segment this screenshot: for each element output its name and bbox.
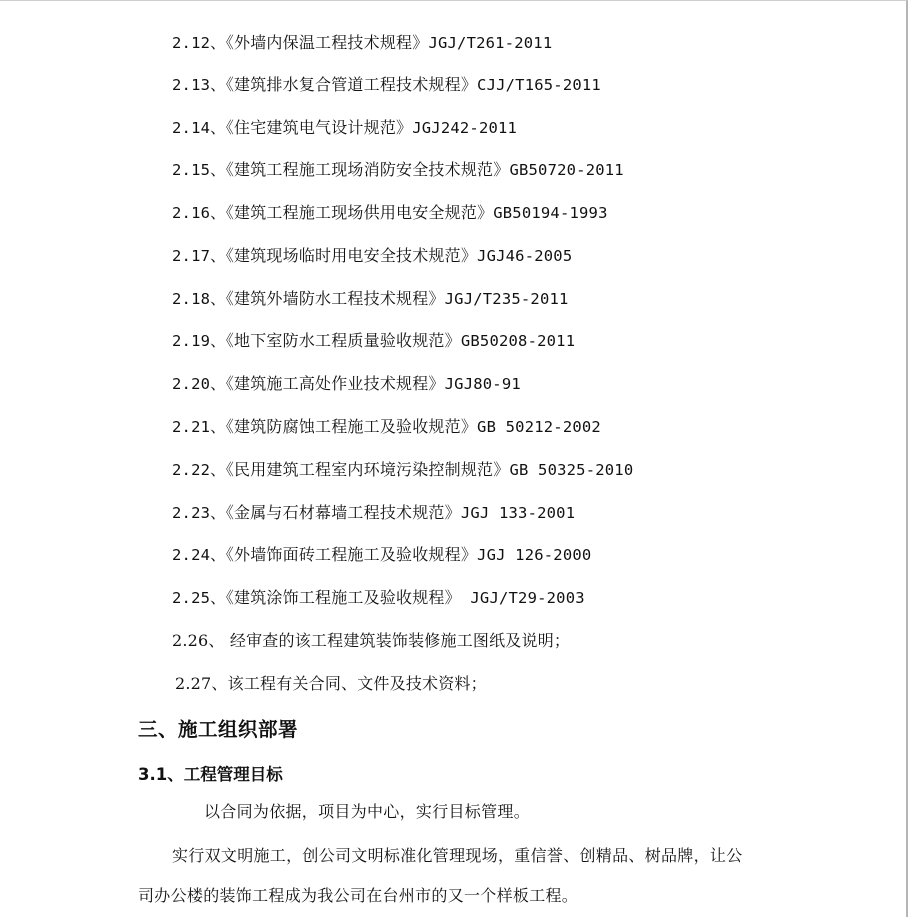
reference-item: 2.21、《建筑防腐蚀工程施工及验收规范》GB 50212-2002 [172, 417, 601, 436]
reference-item: 2.13、《建筑排水复合管道工程技术规程》CJJ/T165-2011 [172, 75, 601, 94]
reference-item: 2.16、《建筑工程施工现场供用电安全规范》GB50194-1993 [172, 203, 608, 222]
section-title: 三、施工组织部署 [138, 718, 299, 741]
paragraph-civilized-construction-line2: 司办公楼的装饰工程成为我公司在台州市的又一个样板工程。 [138, 886, 579, 905]
reference-item: 2.20、《建筑施工高处作业技术规程》JGJ80-91 [172, 374, 521, 393]
paragraph-civilized-construction-line1: 实行双文明施工，创公司文明标准化管理现场，重信誉、创精品、树品牌，让公 [172, 846, 743, 865]
reference-item: 2.25、《建筑涂饰工程施工及验收规程》 JGJ/T29-2003 [172, 588, 585, 607]
reference-item: 2.12、《外墙内保温工程技术规程》JGJ/T261-2011 [172, 33, 553, 52]
reference-item: 2.15、《建筑工程施工现场消防安全技术规范》GB50720-2011 [172, 160, 624, 179]
reference-item: 2.17、《建筑现场临时用电安全技术规范》JGJ46-2005 [172, 246, 573, 265]
subsection-title: 3.1、工程管理目标 [138, 765, 283, 784]
reference-item: 2.14、《住宅建筑电气设计规范》JGJ242-2011 [172, 118, 518, 137]
reference-item-drawings: 2.26、 经审查的该工程建筑装饰装修施工图纸及说明； [172, 631, 571, 650]
reference-item: 2.23、《金属与石材幕墙工程技术规范》JGJ 133-2001 [172, 503, 576, 522]
reference-item: 2.22、《民用建筑工程室内环境污染控制规范》GB 50325-2010 [172, 460, 634, 479]
reference-item: 2.24、《外墙饰面砖工程施工及验收规程》JGJ 126-2000 [172, 545, 592, 564]
reference-item: 2.18、《建筑外墙防水工程技术规程》JGJ/T235-2011 [172, 289, 569, 308]
reference-item-contracts: 2.27、该工程有关合同、文件及技术资料； [175, 674, 487, 693]
reference-item: 2.19、《地下室防水工程质量验收规范》GB50208-2011 [172, 331, 576, 350]
paragraph-management-goal: 以合同为依据，项目为中心，实行目标管理。 [204, 802, 531, 821]
